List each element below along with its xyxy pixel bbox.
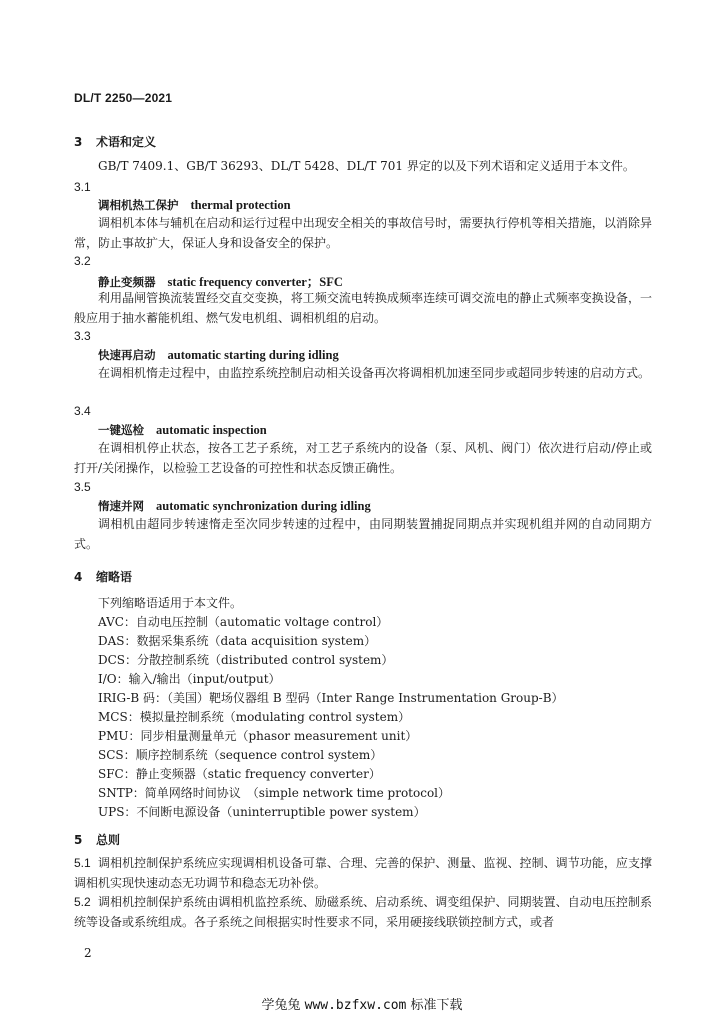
term-3-4-heading [98,422,267,438]
footer-tagline: 标准下载 [410,998,463,1013]
term-3-5-definition: 调相机由超同步转速惰走至次同步转速的过程中，由同期装置捕捉同期点并实现机组并网的自动同期方式。 [74,517,652,551]
term-3-2-en: static frequency converter；SFC [167,275,343,289]
section-4-heading [74,568,132,585]
term-3-2-definition: 利用晶闸管换流装置经交直交变换，将工频交流电转换成频率连续可调交流电的静止式频率变换设备，一般应用于抽水蓄能机组、燃气发电机组、调相机组的启动。 [74,291,652,325]
term-3-5-heading [98,498,371,514]
clause-5-2 [74,893,652,932]
abbrev-item: PMU：同步相量测量单元（phasor measurement unit） [98,729,418,743]
footer-site-name: 学兔兔 [261,998,301,1013]
section-3-title: 术语和定义 [96,135,157,149]
term-3-4-zh: 一键巡检 [98,423,144,437]
term-3-2-heading [98,272,343,290]
term-3-3-zh: 快速再启动 [98,348,156,362]
term-3-3-en: automatic starting during idling [167,348,339,362]
term-3-4-definition: 在调相机停止状态，按各工艺子系统，对工艺子系统内的设备（泵、风机、阀门）依次进行启动/停止或打开/关闭操作，以检验工艺设备的可控性和状态反馈正确性。 [74,441,652,475]
term-3-3-definition: 在调相机惰走过程中，由监控系统控制启动相关设备再次将调相机加速至同步或超同步转速的启动方式。 [98,366,651,380]
term-3-2-zh: 静止变频器 [98,275,156,289]
term-3-1-en: thermal protection [190,198,291,212]
abbrev-item: IRIG-B 码：（美国）靶场仪器组 B 型码（Inter Range Instrumentation Group-B） [98,691,564,705]
clause-5-1-text: 调相机控制保护系统应实现调相机设备可靠、合理、完善的保护、测量、监视、控制、调节功能，应支撑调相机实现快速动态无功调节和稳态无功补偿。 [74,856,652,890]
abbrev-item: DCS：分散控制系统（distributed control system） [98,653,394,667]
abbrev-item: SCS：顺序控制系统（sequence control system） [98,748,383,762]
standard-code: DL/T 2250—2021 [74,91,173,105]
abbrev-item: AVC：自动电压控制（automatic voltage control） [98,615,389,629]
term-3-1-definition: 调相机本体与辅机在启动和运行过程中出现安全相关的事故信号时，需要执行停机等相关措施，以消除异常，防止事故扩大，保证人身和设备安全的保护。 [74,216,652,250]
clause-5-1-number: 5.1 [74,856,91,870]
term-3-4-en: automatic inspection [156,423,267,437]
section-4-title: 缩略语 [96,570,133,584]
term-3-3-number: 3.3 [74,329,91,343]
section-3-heading [74,133,156,150]
clause-5-1 [74,854,652,893]
section-4-intro: 下列缩略语适用于本文件。 [98,596,243,610]
abbrev-item: MCS：模拟量控制系统（modulating control system） [98,710,411,724]
section-5-number: 5 [74,833,83,847]
section-4-number: 4 [74,570,83,584]
term-3-1-number: 3.1 [74,180,91,194]
term-3-5-number: 3.5 [74,480,91,494]
section-3-number: 3 [74,135,83,149]
page-number: 2 [84,946,92,960]
abbrev-item: I/O：输入/输出（input/output） [98,672,281,686]
term-3-4-number: 3.4 [74,404,91,418]
clause-5-2-text: 调相机控制保护系统由调相机监控系统、励磁系统、启动系统、调变组保护、同期装置、自动电压控制系统等设备或系统组成。各子系统之间根据实时性要求不同，采用硬接线联锁控制方式，或者 [74,895,652,929]
abbrev-item: SFC：静止变频器（static frequency converter） [98,767,381,781]
term-3-5-en: automatic synchronization during idling [156,499,371,513]
section-5-heading [74,831,120,848]
abbrev-item: DAS：数据采集系统（data acquisition system） [98,634,377,648]
abbrev-item: UPS：不间断电源设备（uninterruptible power system） [98,805,426,819]
clause-5-2-number: 5.2 [74,895,91,909]
abbrev-item: SNTP：简单网络时间协议 （simple network time protocol） [98,786,451,800]
footer-watermark [0,994,724,1013]
term-3-1-zh: 调相机热工保护 [98,198,179,212]
footer-url[interactable]: www.bzfxw.com [304,998,407,1013]
term-3-1-heading [98,197,291,213]
term-3-5-zh: 惰速并网 [98,499,144,513]
term-3-3-heading [98,347,339,363]
section-5-title: 总则 [96,833,121,847]
section-3-intro: GB/T 7409.1、GB/T 36293、DL/T 5428、DL/T 701 界定的以及下列术语和定义适用于本文件。 [98,159,635,173]
term-3-2-number: 3.2 [74,254,91,268]
